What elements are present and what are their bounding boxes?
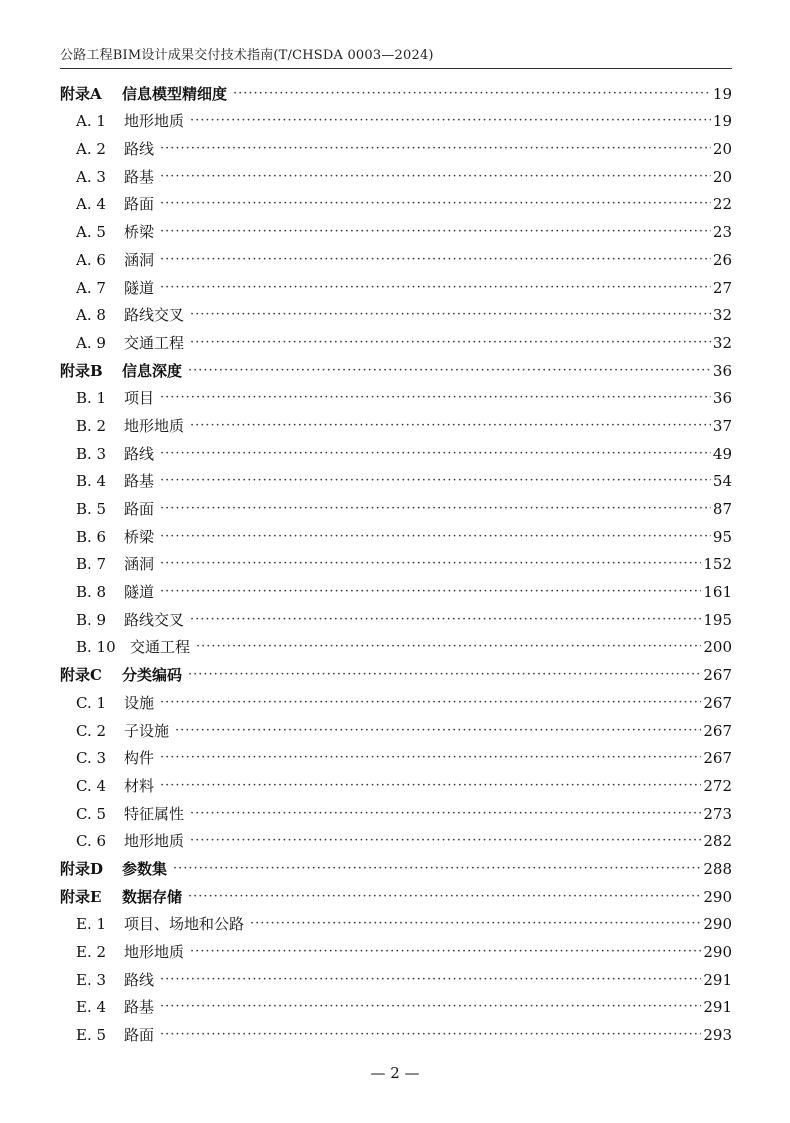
toc-appendix-entry[interactable] xyxy=(60,879,732,907)
dot-leader xyxy=(160,444,711,464)
toc-entry-number: A. 4 xyxy=(76,195,106,214)
toc-entry-number: E. 4 xyxy=(76,998,107,1017)
toc-section-entry[interactable] xyxy=(60,741,732,769)
toc-entry-page: 290 xyxy=(703,915,732,934)
toc-entry-title: 桥梁 xyxy=(124,527,155,546)
toc-entry-page: 273 xyxy=(703,804,732,823)
dot-leader xyxy=(190,942,701,962)
dot-leader xyxy=(188,887,701,907)
toc-section-entry[interactable] xyxy=(60,602,732,630)
toc-entry-number: A. 6 xyxy=(76,250,106,269)
toc-entry-page: 36 xyxy=(712,361,732,380)
toc-entry-page: 267 xyxy=(703,693,732,712)
toc-section-entry[interactable] xyxy=(60,1017,732,1045)
toc-entry-title: 路基 xyxy=(124,167,155,186)
dot-leader xyxy=(190,111,711,131)
toc-entry-title: 涵洞 xyxy=(124,555,155,574)
toc-entry-title: 子设施 xyxy=(124,721,170,740)
toc-entry-title: 路面 xyxy=(124,1026,155,1045)
toc-section-entry[interactable] xyxy=(60,242,732,270)
toc-entry-number: 附录D xyxy=(60,859,104,878)
toc-entry-title: 信息模型精细度 xyxy=(122,84,228,103)
toc-entry-title: 项目 xyxy=(124,389,155,408)
toc-entry-page: 195 xyxy=(703,610,732,629)
toc-entry-page: 36 xyxy=(712,389,732,408)
dot-leader xyxy=(160,471,711,491)
toc-entry-page: 32 xyxy=(712,333,732,352)
toc-entry-number: C. 3 xyxy=(76,749,107,768)
toc-entry-number: C. 4 xyxy=(76,776,107,795)
toc-entry-page: 95 xyxy=(712,527,732,546)
toc-entry-page: 37 xyxy=(712,416,732,435)
dot-leader xyxy=(190,305,711,325)
running-header: 公路工程BIM设计成果交付技术指南(T/CHSDA 0003—2024) xyxy=(60,48,434,63)
toc-entry-page: 282 xyxy=(703,832,732,851)
toc-section-entry[interactable] xyxy=(60,159,732,187)
toc-section-entry[interactable] xyxy=(60,713,732,741)
toc-section-entry[interactable] xyxy=(60,685,732,713)
toc-entry-page: 22 xyxy=(712,195,732,214)
toc-entry-title: 数据存储 xyxy=(122,887,183,906)
toc-entry-page: 272 xyxy=(703,776,732,795)
toc-entry-page: 152 xyxy=(703,555,732,574)
toc-entry-page: 20 xyxy=(712,140,732,159)
toc-appendix-entry[interactable] xyxy=(60,353,732,381)
toc-entry-title: 隧道 xyxy=(124,278,155,297)
toc-entry-number: A. 2 xyxy=(76,140,106,159)
toc-section-entry[interactable] xyxy=(60,187,732,215)
toc-section-entry[interactable] xyxy=(60,104,732,132)
toc-section-entry[interactable] xyxy=(60,436,732,464)
toc-entry-title: 参数集 xyxy=(122,859,168,878)
dot-leader xyxy=(190,333,711,353)
toc-entry-number: B. 8 xyxy=(76,583,107,602)
toc-section-entry[interactable] xyxy=(60,547,732,575)
toc-entry-title: 项目、场地和公路 xyxy=(124,915,245,934)
dot-leader xyxy=(160,499,711,519)
dot-leader xyxy=(160,554,701,574)
toc-appendix-entry[interactable] xyxy=(60,657,732,685)
toc-entry-page: 20 xyxy=(712,167,732,186)
toc-section-entry[interactable] xyxy=(60,408,732,436)
toc-entry-title: 路面 xyxy=(124,500,155,518)
toc-section-entry[interactable] xyxy=(60,491,732,519)
toc-entry-number: C. 5 xyxy=(76,804,107,823)
toc-entry-page: 267 xyxy=(703,721,732,740)
toc-entry-title: 地形地质 xyxy=(124,112,185,131)
toc-section-entry[interactable] xyxy=(60,381,732,409)
toc-entry-title: 路线 xyxy=(124,970,155,989)
toc-section-entry[interactable] xyxy=(60,519,732,547)
toc-entry-number: E. 2 xyxy=(76,943,107,961)
toc-section-entry[interactable] xyxy=(60,962,732,990)
dot-leader xyxy=(160,527,711,547)
toc-entry-title: 信息深度 xyxy=(122,361,183,380)
toc-entry-title: 材料 xyxy=(124,776,155,795)
dot-leader xyxy=(160,278,711,298)
toc-section-entry[interactable] xyxy=(60,630,732,658)
toc-entry-title: 构件 xyxy=(124,749,155,768)
toc-section-entry[interactable] xyxy=(60,907,732,935)
toc-entry-page: 161 xyxy=(703,583,732,602)
toc-section-entry[interactable] xyxy=(60,131,732,159)
toc-entry-title: 地形地质 xyxy=(124,832,185,851)
toc-entry-title: 交通工程 xyxy=(130,638,191,657)
toc-section-entry[interactable] xyxy=(60,934,732,962)
toc-entry-number: E. 3 xyxy=(76,970,107,989)
toc-entry-number: B. 2 xyxy=(76,416,107,435)
dot-leader xyxy=(173,859,701,879)
toc-entry-page: 49 xyxy=(712,444,732,463)
toc-entry-number: A. 5 xyxy=(76,223,106,242)
toc-entry-number: B. 5 xyxy=(76,500,107,518)
toc-entry-number: B. 6 xyxy=(76,527,107,546)
toc-entry-number: A. 9 xyxy=(76,333,106,352)
toc-entry-title: 路线 xyxy=(124,444,155,463)
toc-entry-title: 路线交叉 xyxy=(124,306,185,325)
toc-entry-title: 路线交叉 xyxy=(124,610,185,629)
toc-entry-page: 26 xyxy=(712,250,732,269)
page-number: — 2 — xyxy=(370,1064,420,1082)
dot-leader xyxy=(160,250,711,270)
toc-entry-title: 地形地质 xyxy=(124,943,185,961)
dot-leader xyxy=(250,914,701,934)
toc-entry-page: 32 xyxy=(712,306,732,325)
toc-entry-number: B. 10 xyxy=(76,638,116,657)
toc-entry-number: B. 4 xyxy=(76,472,107,491)
toc-entry-number: 附录E xyxy=(60,887,102,906)
toc-entry-number: C. 6 xyxy=(76,832,107,851)
dot-leader xyxy=(190,831,701,851)
dot-leader xyxy=(190,610,701,630)
toc-section-entry[interactable] xyxy=(60,990,732,1018)
toc-entry-number: A. 3 xyxy=(76,167,106,186)
toc-entry-page: 19 xyxy=(712,84,732,103)
toc-entry-number: A. 7 xyxy=(76,278,106,297)
toc-entry-title: 涵洞 xyxy=(124,250,155,269)
toc-entry-page: 288 xyxy=(703,859,732,878)
toc-entry-title: 路线 xyxy=(124,140,155,159)
dot-leader xyxy=(190,416,711,436)
toc-appendix-entry[interactable] xyxy=(60,851,732,879)
toc-entry-title: 桥梁 xyxy=(124,223,155,242)
toc-entry-page: 27 xyxy=(712,278,732,297)
dot-leader xyxy=(160,748,701,768)
toc-entry-title: 路基 xyxy=(124,472,155,491)
dot-leader xyxy=(160,970,701,990)
toc-section-entry[interactable] xyxy=(60,298,732,326)
dot-leader xyxy=(190,804,701,824)
toc-section-entry[interactable] xyxy=(60,824,732,852)
toc-section-entry[interactable] xyxy=(60,325,732,353)
toc-entry-title: 分类编码 xyxy=(122,666,183,685)
dot-leader xyxy=(160,194,711,214)
toc-entry-number: C. 1 xyxy=(76,693,107,712)
toc-entry-title: 设施 xyxy=(124,693,155,712)
toc-entry-number: C. 2 xyxy=(76,721,107,740)
toc-section-entry[interactable] xyxy=(60,464,732,492)
toc-appendix-entry[interactable] xyxy=(60,76,732,104)
toc-entry-title: 地形地质 xyxy=(124,416,185,435)
dot-leader xyxy=(233,84,711,104)
toc-entry-page: 19 xyxy=(712,112,732,131)
dot-leader xyxy=(188,665,701,685)
toc-entry-title: 路面 xyxy=(124,195,155,214)
toc-entry-number: 附录C xyxy=(60,666,102,685)
table-of-contents xyxy=(60,76,732,1045)
toc-entry-number: 附录B xyxy=(60,361,103,380)
toc-entry-number: B. 9 xyxy=(76,610,107,629)
toc-section-entry[interactable] xyxy=(60,574,732,602)
toc-entry-number: E. 1 xyxy=(76,915,107,934)
dot-leader xyxy=(160,693,701,713)
toc-section-entry[interactable] xyxy=(60,796,732,824)
dot-leader xyxy=(160,582,701,602)
toc-entry-page: 293 xyxy=(703,1026,732,1045)
toc-entry-number: 附录A xyxy=(60,84,102,103)
toc-entry-page: 267 xyxy=(703,666,732,685)
toc-section-entry[interactable] xyxy=(60,270,732,298)
toc-entry-number: E. 5 xyxy=(76,1026,107,1045)
toc-entry-number: B. 7 xyxy=(76,555,107,574)
toc-entry-page: 290 xyxy=(703,943,732,961)
dot-leader xyxy=(160,1025,701,1045)
dot-leader xyxy=(196,637,701,657)
dot-leader xyxy=(160,139,711,159)
dot-leader xyxy=(188,361,711,381)
toc-entry-page: 267 xyxy=(703,749,732,768)
toc-entry-page: 291 xyxy=(703,970,732,989)
toc-entry-number: A. 1 xyxy=(76,112,106,131)
dot-leader xyxy=(160,222,711,242)
toc-entry-page: 23 xyxy=(712,223,732,242)
toc-entry-page: 290 xyxy=(703,887,732,906)
toc-entry-title: 隧道 xyxy=(124,583,155,602)
dot-leader xyxy=(160,388,711,408)
toc-entry-page: 200 xyxy=(703,638,732,657)
toc-entry-number: A. 8 xyxy=(76,306,106,325)
dot-leader xyxy=(160,776,701,796)
toc-entry-number: B. 1 xyxy=(76,389,107,408)
toc-entry-page: 87 xyxy=(712,500,732,518)
header-rule xyxy=(60,68,732,69)
dot-leader xyxy=(175,721,701,741)
toc-section-entry[interactable] xyxy=(60,768,732,796)
toc-entry-page: 291 xyxy=(703,998,732,1017)
toc-entry-title: 特征属性 xyxy=(124,804,185,823)
dot-leader xyxy=(160,997,701,1017)
dot-leader xyxy=(160,167,711,187)
toc-entry-page: 54 xyxy=(712,472,732,491)
toc-entry-number: B. 3 xyxy=(76,444,107,463)
toc-section-entry[interactable] xyxy=(60,214,732,242)
toc-entry-title: 交通工程 xyxy=(124,333,185,352)
toc-entry-title: 路基 xyxy=(124,998,155,1017)
